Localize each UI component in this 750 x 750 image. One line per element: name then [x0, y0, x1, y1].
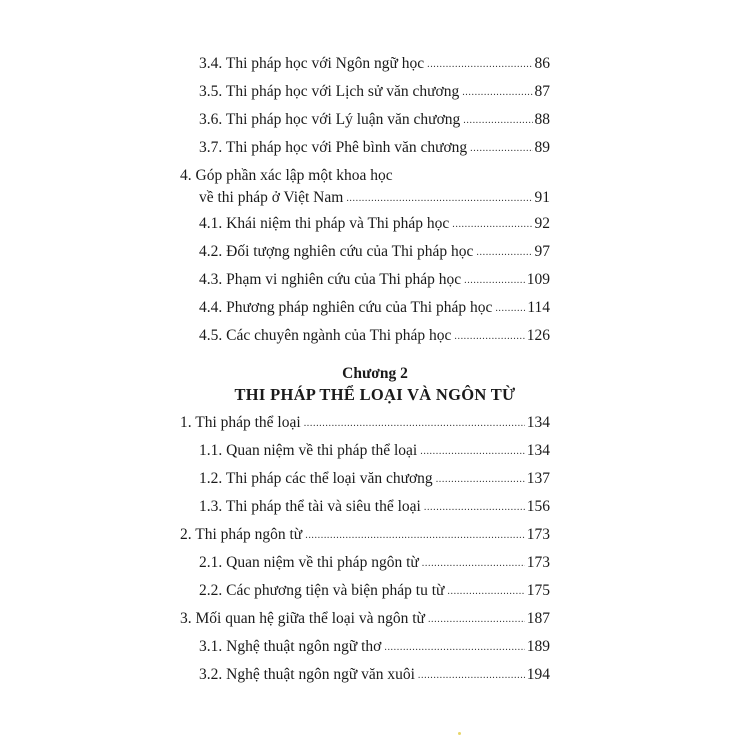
toc-entry-page: 189: [526, 638, 550, 655]
toc-entry-label: 4.3. Phạm vi nghiên cứu của Thi pháp học: [199, 271, 462, 288]
toc-entry-c2-3-2: [199, 666, 550, 686]
toc-entry-label: 1.1. Quan niệm về thi pháp thể loại: [199, 442, 418, 459]
toc-entry-4-4: [199, 299, 550, 319]
toc-entry-3-5: [199, 83, 550, 103]
toc-entry-4-2: [199, 243, 550, 263]
toc-entry-label: 1.2. Thi pháp các thể loại văn chương: [199, 470, 433, 487]
dot-leader: [452, 216, 532, 234]
toc-entry-c2-2-2: [199, 582, 550, 602]
dot-leader: [418, 667, 525, 685]
toc-entry-page: 194: [526, 666, 550, 683]
toc-entry-label: 3.5. Thi pháp học với Lịch sử văn chương: [199, 83, 460, 100]
dot-leader: [420, 443, 525, 461]
toc-entry-c2-1-3: [199, 498, 550, 518]
toc-entry-label: 4.4. Phương pháp nghiên cứu của Thi pháp học: [199, 299, 493, 316]
dot-leader: [464, 272, 525, 290]
chapter-number: Chương 2: [342, 365, 408, 382]
toc-entry-page: 173: [526, 554, 550, 571]
toc-entry-page: 89: [534, 139, 550, 156]
toc-entry-4-1: [199, 215, 550, 235]
toc-entry-3-7: [199, 139, 550, 159]
toc-entry-page: 91: [534, 189, 550, 206]
toc-entry-label: 3.1. Nghệ thuật ngôn ngữ thơ: [199, 638, 382, 655]
toc-entry-4-line1: 4. Góp phần xác lập một khoa học: [180, 167, 393, 184]
toc-entry-4-5: [199, 327, 550, 347]
toc-entry-label: 2.1. Quan niệm về thi pháp ngôn từ: [199, 554, 419, 571]
toc-entry-4-3: [199, 271, 550, 291]
dot-leader: [422, 555, 525, 573]
dot-leader: [384, 639, 524, 657]
toc-entry-c2-1-2: [199, 470, 550, 490]
toc-entry-c2-2-1: [199, 554, 550, 574]
paper-speck: [458, 732, 461, 735]
toc-entry-page: 92: [534, 215, 550, 232]
toc-entry-label: 2.2. Các phương tiện và biện pháp tu từ: [199, 582, 445, 599]
toc-entry-label: 3. Mối quan hệ giữa thể loại và ngôn từ: [180, 610, 425, 627]
toc-entry-label: 3.7. Thi pháp học với Phê bình văn chương: [199, 139, 468, 156]
toc-entry-page: 175: [526, 582, 550, 599]
toc-entry-label: 4.5. Các chuyên ngành của Thi pháp học: [199, 327, 452, 344]
toc-entry-c2-3: [180, 610, 550, 630]
toc-entry-c2-1: [180, 414, 550, 434]
toc-entry-page: 137: [526, 470, 550, 487]
dot-leader: [476, 244, 532, 262]
dot-leader: [304, 415, 525, 433]
dot-leader: [463, 112, 532, 130]
chapter-title: THI PHÁP THỂ LOẠI VÀ NGÔN TỪ: [234, 385, 516, 404]
dot-leader: [305, 527, 525, 545]
toc-entry-label: 3.4. Thi pháp học với Ngôn ngữ học: [199, 55, 425, 72]
toc-entry-3-6: [199, 111, 550, 131]
toc-entry-label: 3.2. Nghệ thuật ngôn ngữ văn xuôi: [199, 666, 415, 683]
toc-entry-page: 109: [526, 271, 550, 288]
dot-leader: [495, 300, 525, 318]
toc-entry-page: 134: [526, 414, 550, 431]
dot-leader: [424, 499, 525, 517]
toc-entry-label: 4.1. Khái niệm thi pháp và Thi pháp học: [199, 215, 450, 232]
toc-entry-page: 114: [527, 299, 550, 316]
toc-entry-page: 173: [526, 526, 550, 543]
dot-leader: [470, 140, 532, 158]
dot-leader: [454, 328, 524, 346]
dot-leader: [427, 56, 532, 74]
dot-leader: [436, 471, 525, 489]
toc-entry-c2-3-1: [199, 638, 550, 658]
toc-entry-label: 1.3. Thi pháp thể tài và siêu thể loại: [199, 498, 421, 515]
toc-entry-3-4: [199, 55, 550, 75]
toc-entry-page: 156: [526, 498, 550, 515]
toc-entry-label: 3.6. Thi pháp học với Lý luận văn chương: [199, 111, 461, 128]
toc-entry-page: 88: [534, 111, 550, 128]
dot-leader: [428, 611, 525, 629]
toc-entry-label: 4.2. Đối tượng nghiên cứu của Thi pháp học: [199, 243, 474, 260]
toc-entry-page: 86: [534, 55, 550, 72]
toc-entry-page: 187: [526, 610, 550, 627]
dot-leader: [447, 583, 524, 601]
toc-entry-label: về thi pháp ở Việt Nam: [199, 189, 344, 206]
toc-entry-4: [199, 189, 550, 209]
dot-leader: [462, 84, 532, 102]
toc-entry-page: 87: [534, 83, 550, 100]
toc-entry-c2-1-1: [199, 442, 550, 462]
toc-entry-c2-2: [180, 526, 550, 546]
toc-entry-label: 2. Thi pháp ngôn từ: [180, 526, 303, 543]
toc-entry-page: 97: [534, 243, 550, 260]
toc-entry-page: 134: [526, 442, 550, 459]
toc-entry-page: 126: [526, 327, 550, 344]
dot-leader: [346, 190, 532, 208]
toc-entry-label: 1. Thi pháp thể loại: [180, 414, 301, 431]
